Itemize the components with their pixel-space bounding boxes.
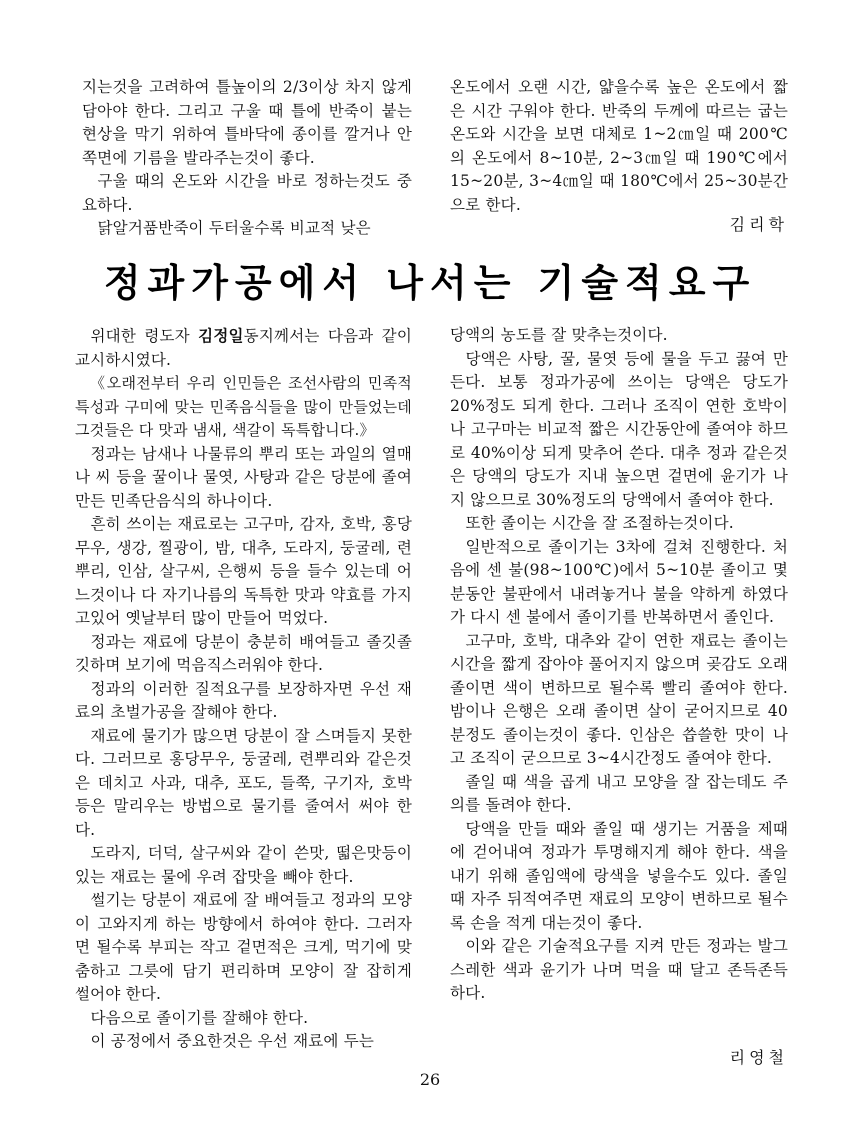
paragraph: 썰기는 당분이 재료에 잘 배여들고 정과의 모양이 고와지게 하는 방향에서 하여야 한다. 그러자면 될수록 부피는 작고 겉면적은 크게, 먹기에 맞춤하고 그릇에 담기 편리하며 모양이 잘 잡히게 썰어야 한다. bbox=[75, 891, 412, 1003]
intro-paragraph bbox=[75, 324, 412, 372]
paragraph: 졸일 때 색을 곱게 내고 모양을 잘 잡는데도 주의를 돌려야 한다. bbox=[450, 772, 788, 814]
paragraph: 다음으로 졸이기를 잘해야 한다. bbox=[90, 1008, 309, 1027]
paragraph: 고구마, 호박, 대추와 같이 연한 재료는 졸이는 시간을 짧게 잡아야 풀어지지 않으며 곶감도 오래 졸이면 색이 변하므로 될수록 빨리 졸여야 한다. 밤이나 은행은 오래 졸이면 살이 굳어지므로 40분정도 졸이는것이 좋다. 인삼은 씁쓸한 맛이 나고 조직이 굳으므로 3~4시간정도 졸여야 한다. bbox=[450, 631, 788, 767]
bottom-right-column bbox=[450, 324, 788, 1006]
paragraph: 당액을 만들 때와 졸일 때 생기는 거품을 제때에 걷어내여 정과가 투명해지게 해야 한다. 색을 내기 위해 졸임액에 랑색을 넣을수도 있다. 졸일 때 자주 뒤적여주면 재료의 모양이 변하므로 될수록 손을 적게 대는것이 좋다. bbox=[450, 819, 788, 932]
paragraph: 이와 같은 기술적요구를 지켜 만든 정과는 발그스레한 색과 윤기가 나며 먹을 때 달고 존득존득하다. bbox=[450, 937, 788, 1002]
paragraph: 도라지, 더덕, 살구씨와 같이 쓴맛, 떫은맛등이 있는 재료는 물에 우려 잡맛을 빼야 한다. bbox=[75, 844, 412, 886]
quotation: 《오래전부터 우리 인민들은 조선사람의 민족적특성과 구미에 맞는 민족음식들을 많이 만들었는데 그것들은 다 맛과 냄새, 색갈이 독특합니다.》 bbox=[75, 374, 412, 439]
paragraph: 닭알거품반죽이 두터울수록 비교적 낮은 bbox=[97, 219, 371, 237]
paragraph: 흔히 쓰이는 재료로는 고구마, 감자, 호박, 홍당무우, 생강, 찔광이, 밤, 대추, 도라지, 둥굴레, 련뿌리, 인삼, 살구씨, 은행씨 등을 들수 있는데 어느것이나 다 자기나름의 독특한 맛과 약효를 가지고있어 옛날부터 많이 만들어 먹었다. bbox=[75, 515, 412, 627]
paragraph: 정과는 재료에 당분이 충분히 배여들고 졸깃졸깃하며 보기에 먹음직스러워야 한다. bbox=[75, 632, 412, 674]
author-top: 김리학 bbox=[729, 215, 788, 234]
intro-prefix: 위대한 령도자 bbox=[90, 327, 199, 345]
intro-suffix: 동지께서는 다음과 같이 교시하시였다. bbox=[75, 327, 412, 369]
top-left-column bbox=[82, 76, 412, 241]
paragraph: 일반적으로 졸이기는 3차에 걸쳐 진행한다. 처음에 센 불(98~100℃)에서 5~10분 졸이고 몇분동안 불판에서 내려놓거나 불을 약하게 하였다가 다시 센 불에서 졸이기를 반복하면서 졸인다. bbox=[450, 537, 788, 626]
paragraph: 이 공정에서 중요한것은 우선 재료에 두는 bbox=[90, 1032, 375, 1050]
paragraph: 지는것을 고려하여 틀높이의 2/3이상 차지 않게 담아야 한다. 그리고 구울 때 틀에 반죽이 붙는 현상을 막기 위하여 틀바닥에 종이를 깔거나 안쪽면에 기름을 발라주는것이 좋다. bbox=[82, 78, 412, 167]
paragraph: 온도에서 오랜 시간, 얇을수록 높은 온도에서 짧은 시간 구워야 한다. 반죽의 두께에 따르는 굽는 온도와 시간을 보면 대체로 1~2㎝일 때 200℃의 온도에서 8~10분, 2~3㎝일 때 190℃에서 15~20분, 3~4㎝일 때 180℃에서 25~30분간으로 한다. bbox=[450, 78, 788, 214]
leader-name: 김정일 bbox=[198, 326, 244, 345]
paragraph: 당액의 농도를 잘 맞추는것이다. bbox=[450, 326, 668, 344]
paragraph: 정과는 남새나 나물류의 뿌리 또는 과일의 열매나 씨 등을 꿀이나 물엿, 사탕과 같은 당분에 졸여 만든 민족단음식의 하나이다. bbox=[75, 444, 412, 510]
paragraph: 정과의 이러한 질적요구를 보장하자면 우선 재료의 초벌가공을 잘해야 한다. bbox=[75, 679, 412, 721]
paragraph: 당액은 사탕, 꿀, 물엿 등에 물을 두고 끓여 만든다. 보통 정과가공에 쓰이는 당액은 당도가 20%정도 되게 한다. 그러나 조직이 연한 호박이나 고구마는 비교적 짧은 시간동안에 졸여야 하므로 40%이상 되게 맞추어 쓴다. 대추 정과 같은것은 당액의 당도가 지내 높으면 겉면에 윤기가 나지 않으므로 30%정도의 당액에서 졸여야 한다. bbox=[450, 349, 788, 509]
author-bottom: 리영철 bbox=[729, 1048, 788, 1067]
article-title: 정과가공에서 나서는 기술적요구 bbox=[103, 261, 757, 305]
paragraph: 구울 때의 온도와 시간을 바로 정하는것도 중요하다. bbox=[82, 172, 412, 214]
bottom-left-column bbox=[75, 324, 412, 1054]
paragraph: 재료에 물기가 많으면 당분이 잘 스며들지 못한다. 그러므로 홍당무우, 둥굴레, 련뿌리와 같은것은 데치고 사과, 대추, 포도, 들쭉, 구기자, 호박 등은 말리우는 방법으로 물기를 줄여서 써야 한다. bbox=[75, 726, 412, 839]
paragraph: 또한 졸이는 시간을 잘 조절하는것이다. bbox=[465, 514, 734, 532]
top-right-column bbox=[450, 76, 788, 217]
page-number: 26 bbox=[419, 1070, 441, 1089]
